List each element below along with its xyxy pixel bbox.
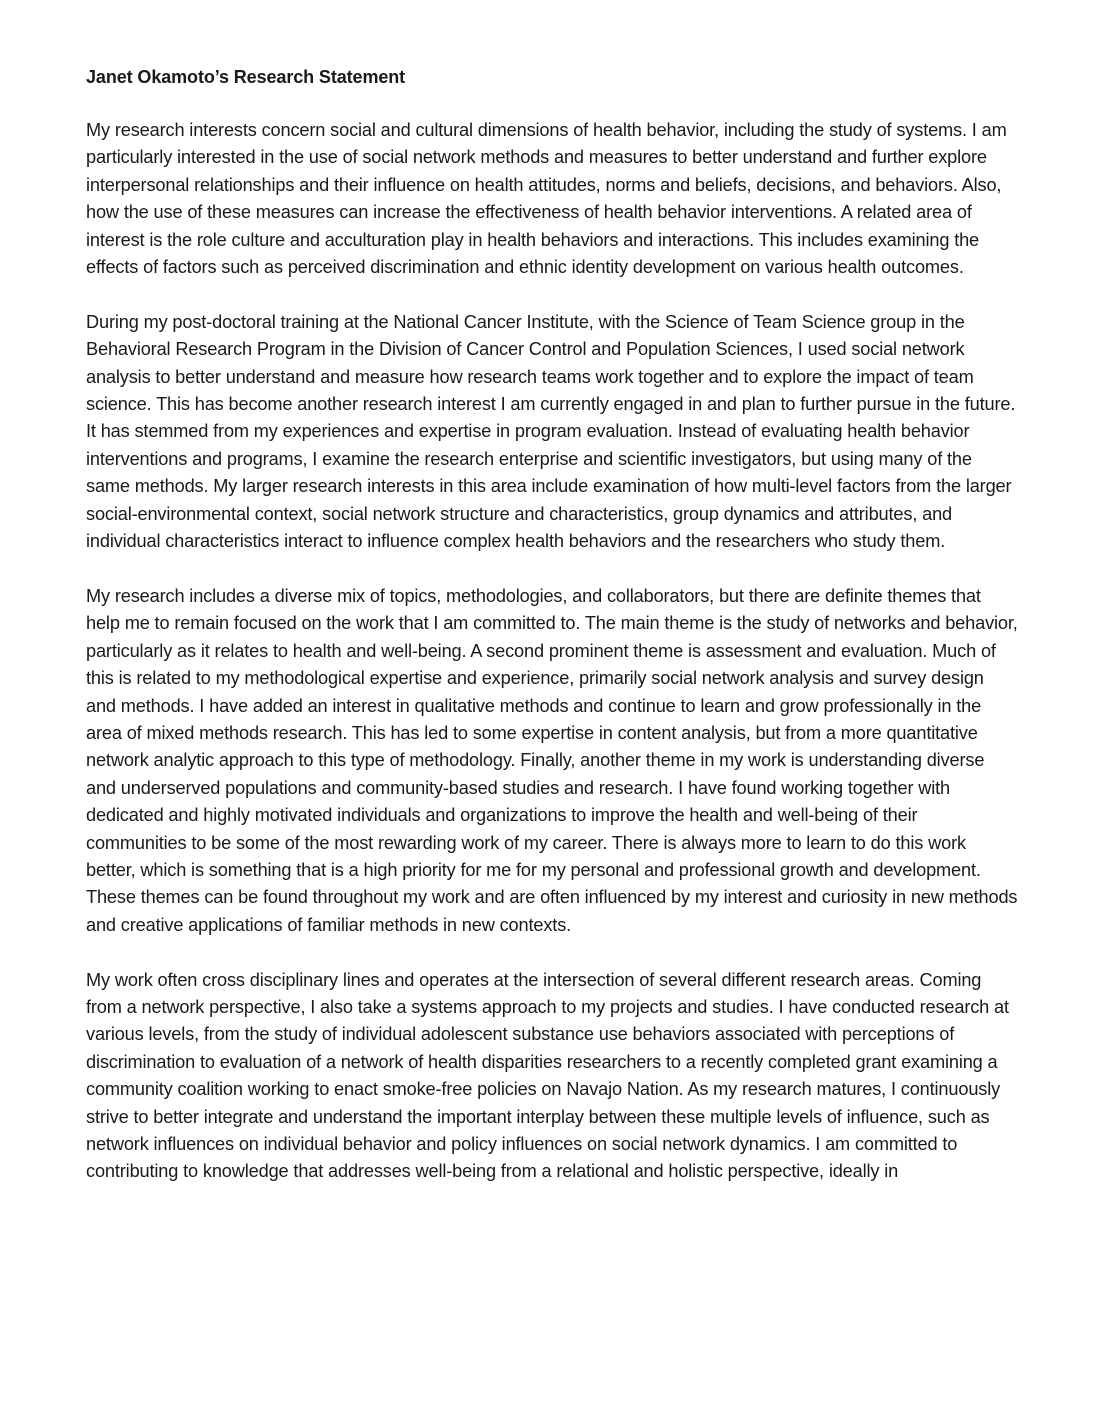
document-body [86,64,1018,1213]
document-title: Janet Okamoto’s Research Statement [86,67,406,87]
paragraph: During my post-doctoral training at the National Cancer Institute, with the Science of Team Science group in the Behavioral Research Program in the Division of Cancer Control and Population Sciences, I used social network analysis to better understand and measure how research teams work together and to explore the impact of team science. This has become another research interest I am currently engaged in and plan to further pursue in the future. It has stemmed from my experiences and expertise in program evaluation. Instead of evaluating health behavior interventions and programs, I examine the research enterprise and scientific investigators, but using many of the same methods. My larger research interests in this area include examination of how multi-level factors from the larger social-environmental context, social network structure and characteristics, group dynamics and attributes, and individual characteristics interact to influence complex health behaviors and the researchers who study them. [86,311,1016,552]
paragraph: My research includes a diverse mix of topics, methodologies, and collaborators, but there are definite themes that help me to remain focused on the work that I am committed to. The main theme is the study of networks and behavior, particularly as it relates to health and well-being. A second prominent theme is assessment and evaluation. Much of this is related to my methodological expertise and experience, primarily social network analysis and survey design and methods. I have added an interest in qualitative methods and continue to learn and grow professionally in the area of mixed methods research. This has led to some expertise in content analysis, but from a more quantitative network analytic approach to this type of methodology. Finally, another theme in my work is understanding diverse and underserved populations and community-based studies and research. I have found working together with dedicated and highly motivated individuals and organizations to improve the health and well-being of their communities to be some of the most rewarding work of my career. There is always more to learn to do this work better, which is something that is a high priority for me for my personal and professional growth and development. These themes can be found throughout my work and are often influenced by my interest and curiosity in new methods and creative applications of familiar methods in new contexts. [86,585,1018,935]
paragraph: My research interests concern social and cultural dimensions of health behavior, including the study of systems. I am particularly interested in the use of social network methods and measures to better understand and further explore interpersonal relationships and their influence on health attitudes, norms and beliefs, decisions, and behaviors. Also, how the use of these measures can increase the effectiveness of health behavior interventions. A related area of interest is the role culture and acculturation play in health behaviors and interactions. This includes examining the effects of factors such as perceived discrimination and ethnic identity development on various health outcomes. [86,120,1007,278]
paragraph: My work often cross disciplinary lines and operates at the intersection of several different research areas. Coming from a network perspective, I also take a systems approach to my projects and studies. I have conducted research at various levels, from the study of individual adolescent substance use behaviors associated with perceptions of discrimination to evaluation of a network of health disparities researchers to a recently completed grant examining a community coalition working to enact smoke-free policies on Navajo Nation. As my research matures, I continuously strive to better integrate and understand the important interplay between these multiple levels of influence, such as network influences on individual behavior and policy influences on social network dynamics. I am committed to contributing to knowledge that addresses well-being from a relational and holistic perspective, ideally in [86,969,1009,1182]
